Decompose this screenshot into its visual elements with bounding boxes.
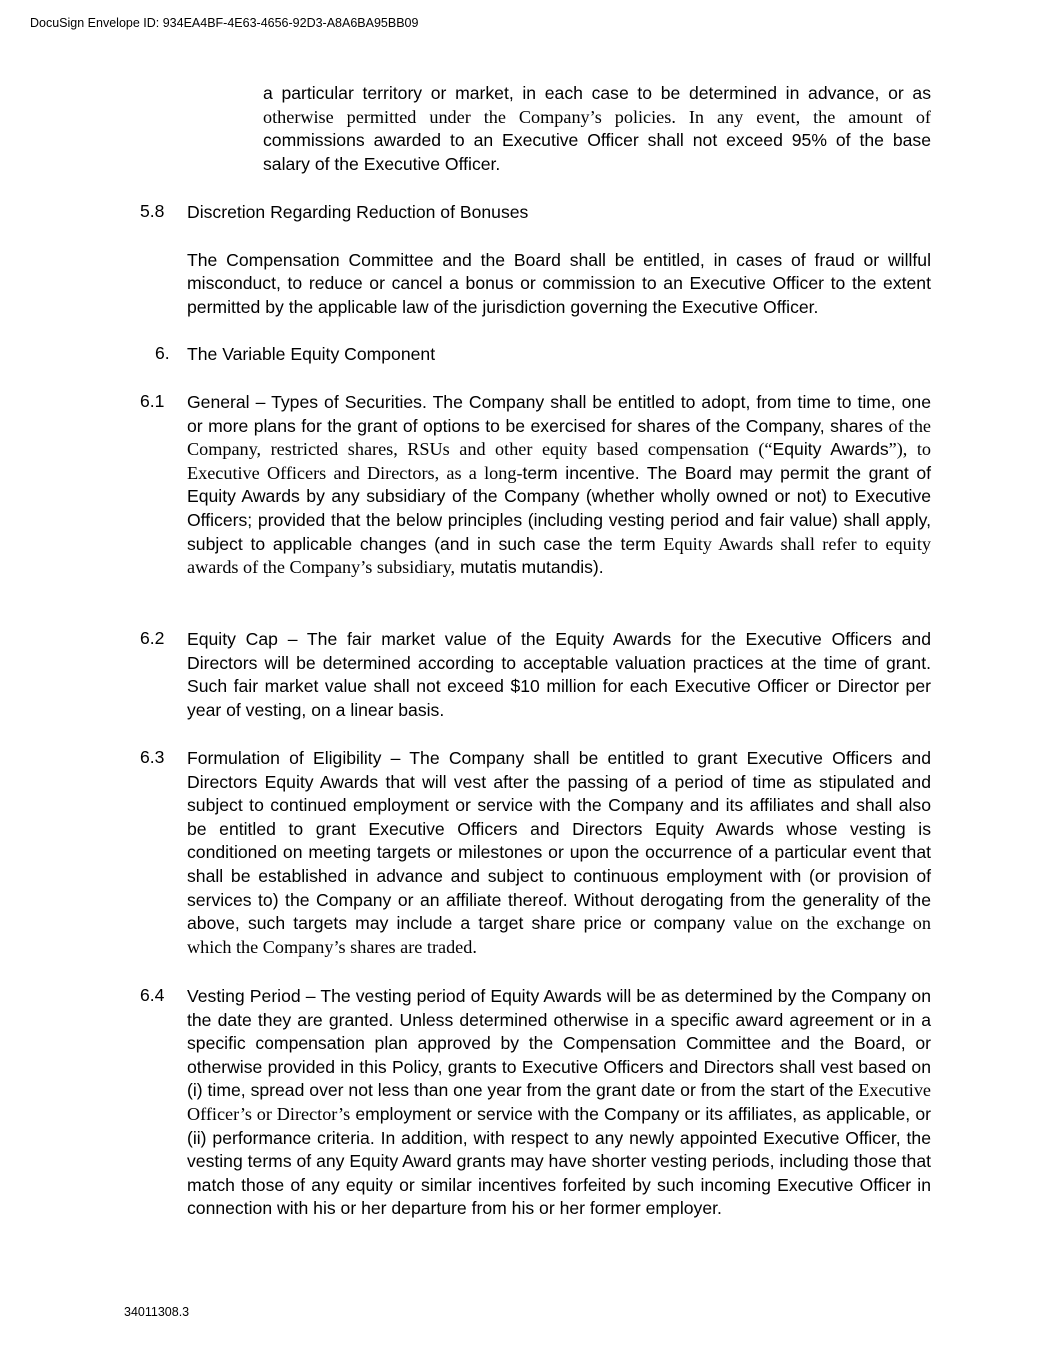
section-number: 6.3	[140, 747, 165, 767]
section-number: 6.1	[140, 391, 165, 411]
section-body: The Compensation Committee and the Board shall be entitled, in cases of fraud or willful misconduct, to reduce or cancel a bonus or commission to an Executive Officer to the extent permitted by the applicable law of the jurisdiction governing the Executive Officer.	[187, 249, 931, 317]
section-6-1	[140, 391, 931, 580]
section-title: The Variable Equity Component	[187, 344, 436, 364]
section-number: 5.8	[140, 201, 165, 221]
section-body: Equity Cap – The fair market value of the Equity Awards for the Executive Officers and Directors will be determined according to acceptable valuation practices at the time of grant. Such fair market value shall not exceed $10 million for each Executive Officer or Director per year of vesting, on a linear basis.	[187, 629, 931, 720]
intro-paragraph: a particular territory or market, in each case to be determined in advance, or as otherwise permitted under the Company’s policies. In any event, the amount of commissions awarded to an Executive Officer shall not exceed 95% of the base salary of the Executive Officer.	[263, 83, 931, 174]
section-number: 6.2	[140, 628, 165, 648]
section-body: General – Types of Securities. The Company shall be entitled to adopt, from time to time, one or more plans for the grant of options to be exercised for shares of the Company, shares of the Company, restricted shares, RSUs and other equity based compensation (“Equity Awards”), to Executive Officers and Directors, as a long-term incentive. The Board may permit the grant of Equity Awards by any subsidiary of the Company (whether wholly owned or not) to Executive Officers; provided that the below principles (including vesting period and fair value) shall apply, subject to applicable changes (and in such case the term Equity Awards shall refer to equity awards of the Company’s subsidiary, mutatis mutandis).	[187, 392, 931, 578]
section-body: Formulation of Eligibility – The Company shall be entitled to grant Executive Officers and Directors Equity Awards that will vest after the passing of a period of time as stipulated and subject to continued employment or service with the Company and its affiliates and shall also be entitled to grant Executive Officers and Directors Equity Awards whose vesting is conditioned on meeting targets or milestones or upon the occurrence of a particular event that shall be established in advance and subject to continuous employment with (or provision of services to) the Company or an affiliate thereof. Without derogating from the generality of the above, such targets may include a target share price or company value on the exchange on which the Company’s shares are traded.	[187, 748, 931, 957]
section-number: 6.4	[140, 985, 165, 1005]
section-body: Vesting Period – The vesting period of Equity Awards will be as determined by the Company on the date they are granted. Unless determined otherwise in a specific award agreement or in a specific compensation plan approved by the Compensation Committee and the Board, or otherwise provided in this Policy, grants to Executive Officers and Directors shall vest based on (i) time, spread over not less than one year from the grant date or from the start of the Executive Officer’s or Director’s employment or service with the Company or its affiliates, as applicable, or (ii) performance criteria. In addition, with respect to any newly appointed Executive Officer, the vesting terms of any Equity Award grants may have shorter vesting periods, including those that match those of any equity or similar incentives forfeited by such incoming Executive Officer in connection with his or her departure from his or her former employer.	[187, 986, 931, 1219]
docusign-envelope-id: DocuSign Envelope ID: 934EA4BF-4E63-4656-92D3-A8A6BA95BB09	[30, 16, 419, 30]
section-6-heading	[140, 343, 931, 367]
section-5-8	[140, 201, 931, 319]
defined-term: Equity Awards	[772, 439, 889, 460]
section-6-4	[140, 985, 931, 1221]
document-number-footer: 34011308.3	[124, 1305, 190, 1319]
section-6-3	[140, 747, 931, 959]
section-title: Discretion Regarding Reduction of Bonuses	[187, 202, 529, 222]
section-number: 6.	[155, 343, 170, 363]
section-6-2	[140, 628, 931, 722]
